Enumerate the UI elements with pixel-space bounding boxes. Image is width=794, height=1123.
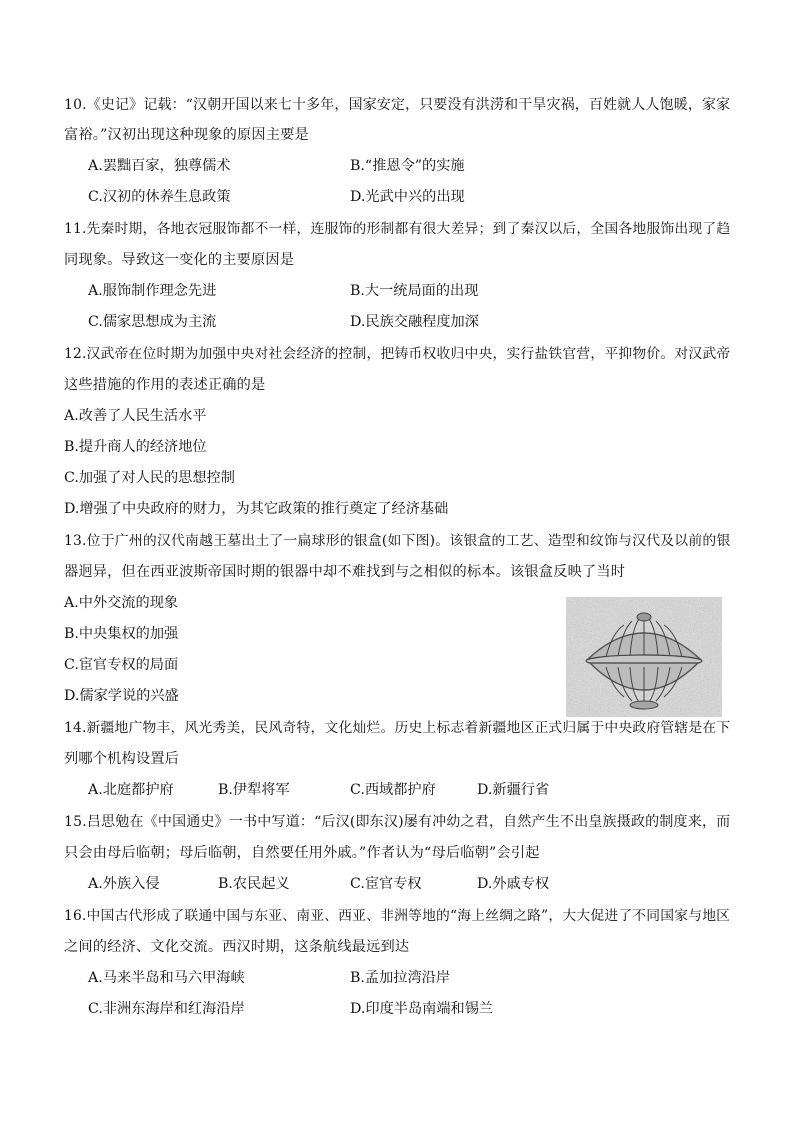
q13-option-d: D.儒家学说的兴盛 xyxy=(64,688,179,704)
q12-stem-line2: 这些措施的作用的表述正确的是 xyxy=(64,377,266,393)
q13-stem-line2: 器迥异，但在西亚波斯帝国时期的银器中却不难找到与之相似的标本。该银盒反映了当时 xyxy=(64,564,626,580)
q11-option-d: D.民族交融程度加深 xyxy=(350,314,479,330)
q16-option-a: A.马来半岛和马六甲海峡 xyxy=(88,970,245,986)
q15-option-b: B.农民起义 xyxy=(218,876,290,892)
q11-option-c: C.儒家思想成为主流 xyxy=(88,314,217,330)
q10-option-b: B.“推恩令”的实施 xyxy=(350,158,465,174)
q11-option-b: B.大一统局面的出现 xyxy=(350,283,479,299)
q11-stem-line1: 11.先秦时期，各地衣冠服饰都不一样，连服饰的形制都有很大差异；到了秦汉以后，全国各地服饰出现了趋 xyxy=(64,221,731,237)
q16-option-b: B.孟加拉湾沿岸 xyxy=(350,970,451,986)
q13-option-a: A.中外交流的现象 xyxy=(64,595,179,611)
q10-stem-line2: 富裕。”汉初出现这种现象的原因主要是 xyxy=(64,127,309,143)
q12-option-c: C.加强了对人民的思想控制 xyxy=(64,470,235,486)
q16-option-d: D.印度半岛南端和锡兰 xyxy=(350,1001,494,1017)
q13-stem-line1: 13.位于广州的汉代南越王墓出土了一扁球形的银盒(如下图)。该银盒的工艺、造型和纹饰与汉代及以前的银 xyxy=(64,533,731,549)
q13-option-b: B.中央集权的加强 xyxy=(64,626,179,642)
q10-option-d: D.光武中兴的出现 xyxy=(350,189,465,205)
q12-option-a: A.改善了人民生活水平 xyxy=(64,408,207,424)
silver-box-image xyxy=(566,597,722,717)
q14-stem-line1: 14.新疆地广物丰，风光秀美，民风奇特，文化灿烂。历史上标志着新疆地区正式归属于中央政府管辖是在下 xyxy=(64,720,731,736)
q14-option-b: B.伊犁将军 xyxy=(218,782,290,798)
q10-option-a: A.罢黜百家，独尊儒术 xyxy=(88,158,231,174)
q16-option-c: C.非洲东海岸和红海沿岸 xyxy=(88,1001,245,1017)
q16-stem-line2: 之间的经济、文化交流。西汉时期，这条航线最远到达 xyxy=(64,939,410,955)
q12-stem-line1: 12.汉武帝在位时期为加强中央对社会经济的控制，把铸币权收归中央，实行盐铁官营，平抑物价。对汉武帝 xyxy=(64,346,731,362)
q15-stem-line1: 15.吕思勉在《中国通史》一书中写道：“后汉(即东汉)屡有冲幼之君，自然产生不出皇族摄政的制度来，而 xyxy=(64,814,731,830)
q14-option-a: A.北庭都护府 xyxy=(88,782,174,798)
q11-stem-line2: 同现象。导致这一变化的主要原因是 xyxy=(64,252,295,268)
q16-stem-line1: 16.中国古代形成了联通中国与东亚、南亚、西亚、非洲等地的“海上丝绸之路”，大大促进了不同国家与地区 xyxy=(64,908,731,924)
q15-option-a: A.外族入侵 xyxy=(88,876,160,892)
q12-option-d: D.增强了中央政府的财力，为其它政策的推行奠定了经济基础 xyxy=(64,501,449,517)
q13-option-c: C.宦官专权的局面 xyxy=(64,657,179,673)
q10-stem-line1: 10.《史记》记载：“汉朝开国以来七十多年，国家安定，只要没有洪涝和干旱灾祸，百姓就人人饱暖，家家 xyxy=(64,97,731,113)
q12-option-b: B.提升商人的经济地位 xyxy=(64,439,207,455)
q14-stem-line2: 列哪个机构设置后 xyxy=(64,751,180,767)
q15-option-c: C.宦官专权 xyxy=(350,876,422,892)
q11-option-a: A.服饰制作理念先进 xyxy=(88,283,217,299)
q15-option-d: D.外戚专权 xyxy=(477,876,550,892)
q10-option-c: C.汉初的休养生息政策 xyxy=(88,189,231,205)
q14-option-d: D.新疆行省 xyxy=(477,782,550,798)
q14-option-c: C.西域都护府 xyxy=(350,782,436,798)
q15-stem-line2: 只会由母后临朝；母后临朝，自然要任用外戚。”作者认为“母后临朝”会引起 xyxy=(64,845,540,861)
